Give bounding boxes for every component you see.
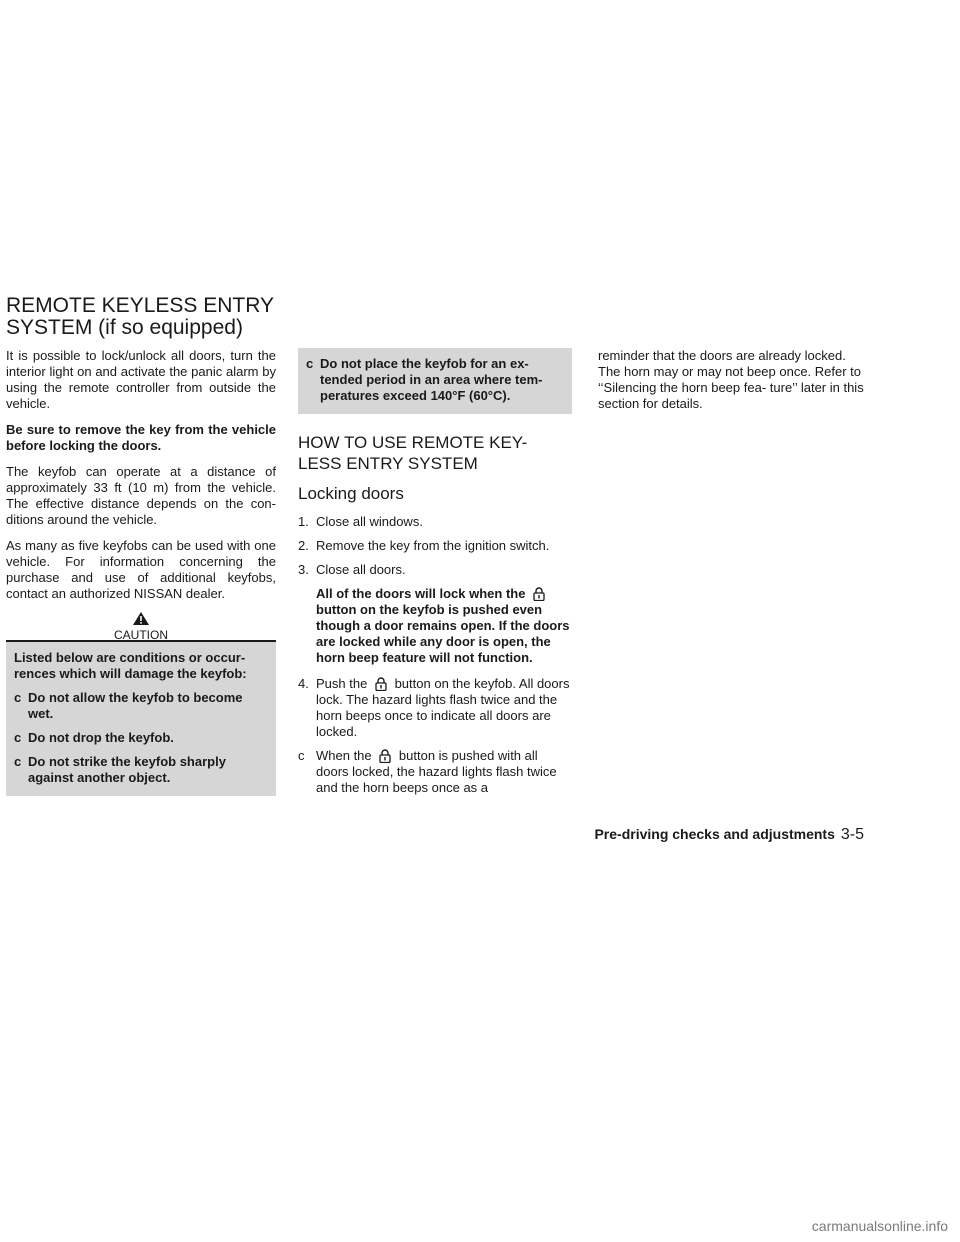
intro-paragraph: It is possible to lock/unlock all doors, turn the interior light on and activate the panic alarm by using the remote controller from outside the vehicle.	[6, 348, 276, 411]
bullet-text-a: When the	[316, 748, 372, 763]
step-3-note	[316, 586, 572, 666]
caution-intro: Listed below are conditions or occur- rences which will damage the keyfob:	[14, 650, 247, 681]
horn-beep-paragraph: The horn may or may not beep once. Refer to ‘‘Silencing the horn beep fea- ture’’ later in this section for details.	[598, 364, 864, 411]
caution-label: CAUTION	[114, 628, 168, 642]
keyfob-lock-icon	[375, 677, 387, 691]
bullet-mark: c	[14, 690, 22, 705]
section-title-line2: SYSTEM (if so equipped)	[6, 316, 243, 339]
bullet-mark: c	[14, 730, 22, 745]
step-4	[298, 676, 572, 740]
caution-item-text: Do not allow the keyfob to become wet.	[28, 690, 243, 721]
step-text: Close all windows.	[316, 514, 423, 529]
step-text	[316, 676, 572, 740]
section-title	[6, 295, 426, 339]
step-text: Close all doors.	[316, 562, 406, 577]
caution-box-continued	[298, 348, 572, 414]
bullet-mark: c	[14, 754, 22, 769]
page-number: 3-5	[840, 826, 864, 843]
step-3	[298, 562, 572, 578]
step-text	[316, 748, 572, 796]
step-number: 4.	[298, 676, 309, 691]
watermark: carmanualsonline.info	[811, 1218, 948, 1234]
bullet-locked-reminder	[298, 748, 572, 796]
caution-item	[14, 754, 268, 786]
locking-doors-heading: Locking doors	[298, 484, 404, 503]
step-1	[298, 514, 572, 530]
reminder-paragraph: reminder that the doors are already locked.	[598, 348, 846, 363]
step-2	[298, 538, 572, 554]
footer-section: Pre-driving checks and adjustments	[594, 826, 835, 842]
column-3	[598, 348, 874, 422]
caution-box	[6, 640, 276, 796]
column-2	[298, 348, 572, 804]
bullet-mark: c	[298, 748, 305, 763]
keyfob-lock-icon	[379, 749, 391, 763]
note-text-a: All of the doors will lock when the	[316, 586, 526, 601]
column-1	[6, 348, 276, 796]
caution-item-text: Do not place the keyfob for an ex- tended period in an area where tem- peratures exceed 140°F (60°C).	[320, 356, 543, 403]
step-4-text-b: button on the keyfob. All doors lock. The hazard lights flash twice and the horn beeps once to indicate all doors are locked.	[316, 676, 570, 739]
keyfob-count-paragraph: As many as five keyfobs can be used with one vehicle. For information concerning the purchase and use of additional keyfobs, contact an authorized NISSAN dealer.	[6, 538, 276, 601]
step-number: 3.	[298, 562, 309, 577]
caution-item	[14, 730, 268, 746]
page-footer	[594, 826, 864, 844]
caution-item	[14, 690, 268, 722]
section-title-line1: REMOTE KEYLESS ENTRY	[6, 294, 275, 317]
caution-item-text: Do not strike the keyfob sharply against another object.	[28, 754, 226, 785]
caution-item	[306, 356, 564, 404]
bullet-text-b: button is pushed with all doors locked, the hazard lights flash twice and the horn beeps once as a	[316, 748, 557, 795]
remove-key-warning: Be sure to remove the key from the vehicle before locking the doors.	[6, 422, 276, 453]
step-number: 2.	[298, 538, 309, 553]
caution-heading	[6, 612, 276, 640]
distance-paragraph: The keyfob can operate at a distance of approximately 33 ft (10 m) from the vehicle. The effective distance depends on the con- ditions around the vehicle.	[6, 464, 276, 527]
note-text-b: button on the keyfob is pushed even though a door remains open. If the doors are locked while any door is open, the horn beep feature will not function.	[316, 602, 570, 665]
caution-item-text: Do not drop the keyfob.	[28, 730, 174, 745]
warning-triangle-icon	[133, 612, 149, 625]
step-4-text-a: Push the	[316, 676, 368, 691]
how-to-heading: HOW TO USE REMOTE KEY- LESS ENTRY SYSTEM	[298, 433, 528, 473]
keyfob-lock-icon	[533, 587, 545, 601]
step-text: Remove the key from the ignition switch.	[316, 538, 550, 553]
bullet-mark: c	[306, 356, 314, 371]
step-number: 1.	[298, 514, 309, 529]
